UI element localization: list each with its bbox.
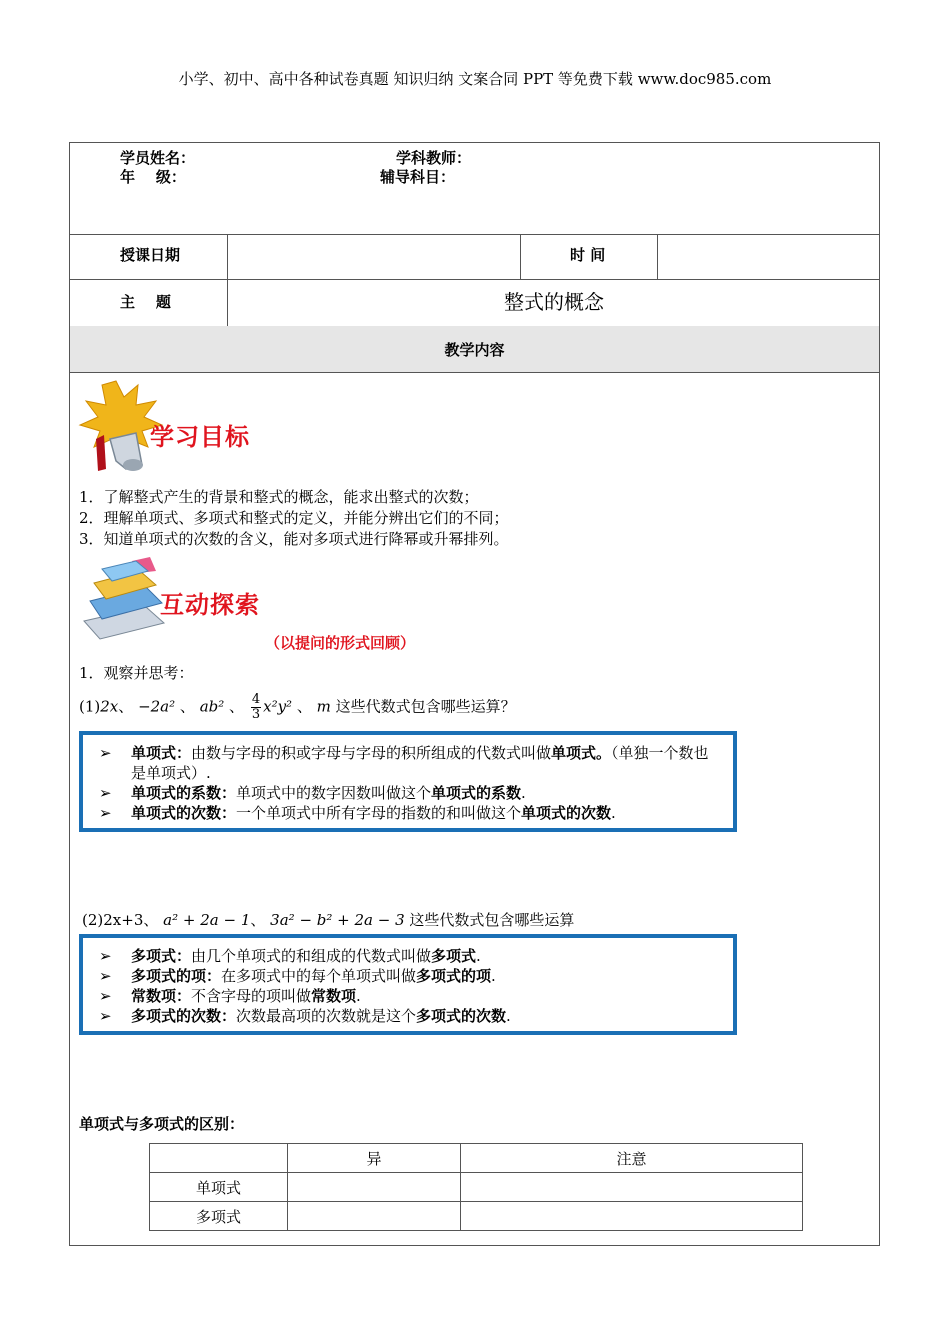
question-2: (2)2x+3、 a² + 2a − 1、 3a² − b² + 2a − 3 这些代数式包含哪些运算	[82, 911, 575, 929]
polynomial-definitions-box	[79, 934, 737, 1035]
goals-banner	[76, 377, 266, 475]
table-cell	[461, 1173, 803, 1202]
goal-item-3: 3．知道单项式的次数的含义，能对多项式进行降幂或升幂排列。	[79, 530, 509, 548]
goal-item-1: 1．了解整式产生的背景和整式的概念，能求出整式的次数；	[79, 488, 479, 506]
subject-label: 辅导科目：	[380, 168, 456, 186]
row-label: 多项式	[150, 1202, 288, 1231]
table-cell	[461, 1202, 803, 1231]
polynomial-degree-row: ➢ 多项式的次数：次数最高项的次数就是这个多项式的次数.	[99, 1007, 511, 1025]
question-1: (1)2x、 −2a² 、 ab² 、 $\frac{4}{3}$ x²y² 、 m 这些代数式包含哪些运算？	[79, 692, 516, 722]
monomial-def-row: ➢ 单项式：由数与字母的积或字母与字母的积所组成的代数式叫做单项式。（单独一个数也是单项式）.	[99, 744, 709, 782]
explore-title: 互动探索	[160, 591, 260, 619]
goal-item-2: 2．理解单项式、多项式和整式的定义，并能分辨出它们的不同；	[79, 509, 509, 527]
books-icon	[76, 557, 172, 647]
time-label: 时 间	[570, 246, 606, 264]
compare-header-cell	[150, 1144, 288, 1173]
table-row	[150, 1202, 803, 1231]
polynomial-def-row: ➢ 多项式：由几个单项式的和组成的代数式叫做多项式.	[99, 947, 481, 965]
compare-header-cell: 注意	[461, 1144, 803, 1173]
compare-table	[149, 1143, 803, 1231]
student-name-label: 学员姓名：	[120, 149, 196, 167]
content-label: 教学内容	[444, 341, 505, 359]
monomial-degree-row: ➢ 单项式的次数：一个单项式中所有字母的指数的和叫做这个单项式的次数.	[99, 804, 616, 822]
teacher-label: 学科教师：	[396, 149, 472, 167]
monomial-coef-row: ➢ 单项式的系数：单项式中的数字因数叫做这个单项式的系数.	[99, 784, 526, 802]
polynomial-term-row: ➢ 多项式的项：在多项式中的每个单项式叫做多项式的项.	[99, 967, 496, 985]
compare-header-row	[150, 1144, 803, 1173]
topic-label: 主 题	[120, 293, 171, 311]
compare-title: 单项式与多项式的区别：	[79, 1115, 245, 1133]
compare-header-cell: 异	[288, 1144, 461, 1173]
grade-label: 年 级：	[120, 168, 186, 186]
table-cell	[288, 1173, 461, 1202]
goals-title: 学习目标	[150, 423, 250, 451]
page-header: 小学、初中、高中各种试卷真题 知识归纳 文案合同 PPT 等免费下载 www.doc985.com	[178, 70, 772, 88]
row-label: 单项式	[150, 1173, 288, 1202]
table-row	[150, 1173, 803, 1202]
explore-banner	[76, 557, 266, 647]
date-label: 授课日期	[120, 246, 181, 264]
table-cell	[288, 1202, 461, 1231]
monomial-definitions-box	[79, 731, 737, 832]
lesson-table	[69, 142, 880, 1246]
constant-term-row: ➢ 常数项：不含字母的项叫做常数项.	[99, 987, 361, 1005]
question-intro: 1．观察并思考：	[79, 664, 194, 682]
topic-title: 整式的概念	[504, 290, 604, 314]
explore-note: （以提问的形式回顾）	[265, 634, 416, 652]
